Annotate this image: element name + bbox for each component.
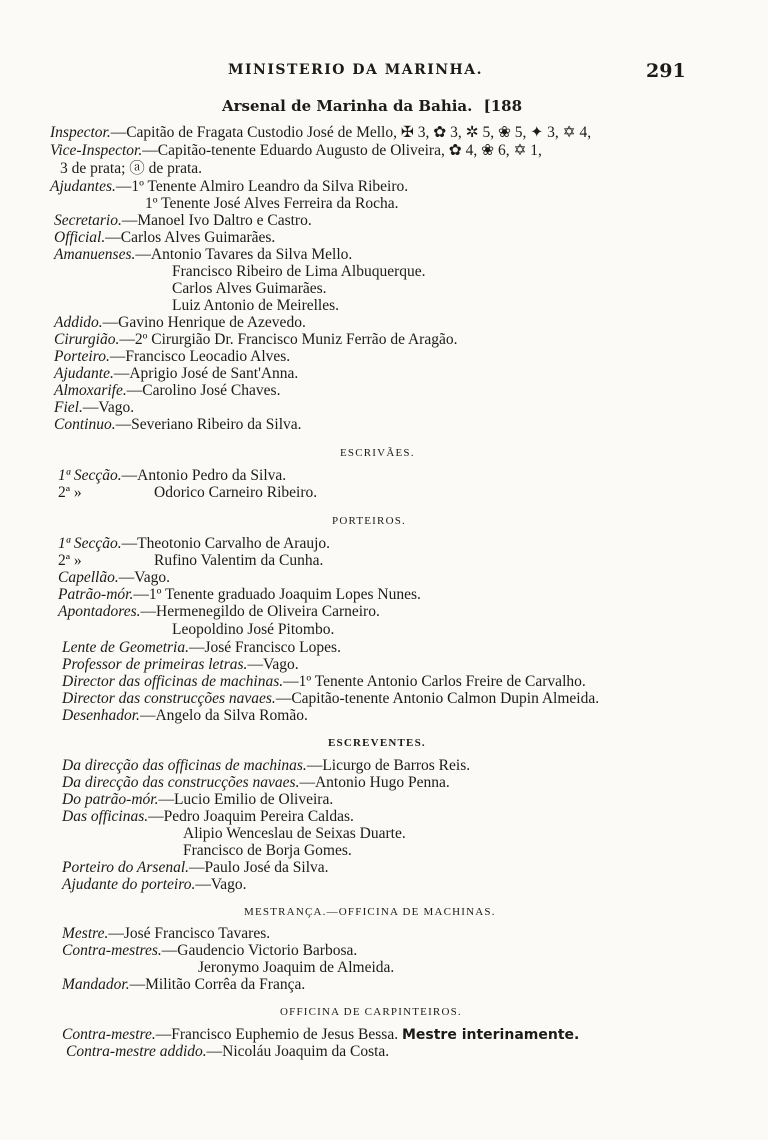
entry-line xyxy=(145,195,399,212)
entry-label: Porteiro do Arsenal. xyxy=(62,859,190,876)
entry-label: Continuo. xyxy=(54,416,116,433)
entry-line xyxy=(62,639,341,656)
entry-line xyxy=(183,825,406,842)
entry-text: —Licurgo de Barros Reis. xyxy=(306,757,471,774)
entry-line xyxy=(54,365,298,382)
section-heading: ESCRIVÃES. xyxy=(340,447,415,459)
entry-line xyxy=(54,314,306,331)
entry-line xyxy=(50,142,542,159)
entry-line xyxy=(54,416,302,433)
entry-label: Contra-mestres. xyxy=(62,942,162,959)
entry-text: Luiz Antonio de Meirelles. xyxy=(172,297,340,314)
entry-line xyxy=(58,467,286,484)
entry-line xyxy=(62,876,247,893)
entry-line xyxy=(172,280,327,297)
entry-label: Lente de Geometria. xyxy=(62,639,189,656)
entry-label: Do patrão-mór. xyxy=(62,791,159,808)
entry-line xyxy=(172,621,334,638)
entry-line xyxy=(183,842,352,859)
entry-label: Patrão-mór. xyxy=(58,586,134,603)
entry-label: Da direcção das officinas de machinas. xyxy=(62,757,307,774)
entry-line xyxy=(50,178,408,195)
section-subtitle xyxy=(222,97,522,115)
entry-line xyxy=(62,757,470,774)
entry-label: Mestre. xyxy=(62,925,109,942)
entry-label: 1ª Secção. xyxy=(58,467,122,484)
entry-text: —Francisco Euphemio de Jesus Bessa. xyxy=(155,1026,399,1043)
entry-line xyxy=(58,603,380,620)
entry-label: Director das officinas de machinas. xyxy=(62,673,284,690)
entry-label: Fiel. xyxy=(54,399,83,416)
entry-line xyxy=(58,552,323,569)
entry-label: 2ª » xyxy=(58,484,82,501)
entry-line xyxy=(54,348,290,365)
section-heading: OFFICINA DE CARPINTEIROS. xyxy=(280,1006,462,1018)
entry-line xyxy=(62,791,333,808)
entry-text: Francisco Ribeiro de Lima Albuquerque. xyxy=(172,263,426,280)
entry-text: —Aprigio José de Sant'Anna. xyxy=(113,365,299,382)
section-heading: ESCREVENTES. xyxy=(328,737,426,749)
entry-line xyxy=(172,263,426,280)
entry-line xyxy=(58,586,421,603)
entry-text: Rufino Valentim da Cunha. xyxy=(154,552,324,569)
entry-label: Secretario. xyxy=(54,212,122,229)
entry-label: Official. xyxy=(54,229,106,246)
entry-text: —1º Tenente Almiro Leandro da Silva Ribeiro. xyxy=(115,178,409,195)
entry-text: —Paulo José da Silva. xyxy=(189,859,329,876)
subtitle-text: Arsenal de Marinha da Bahia. xyxy=(222,97,473,115)
section-heading: PORTEIROS. xyxy=(332,515,406,527)
entry-text: —1º Tenente graduado Joaquim Lopes Nunes. xyxy=(133,586,421,603)
entry-label: Ajudantes. xyxy=(50,178,116,195)
entry-label: Vice-Inspector. xyxy=(50,142,143,159)
entry-text: —Antonio Tavares da Silva Mello. xyxy=(135,246,353,263)
entry-text: —Antonio Pedro da Silva. xyxy=(121,467,287,484)
entry-text: —Capitão-tenente Eduardo Augusto de Oliveira, ✿ 4, ❀ 6, ✡ 1, xyxy=(142,142,542,159)
entry-line xyxy=(54,382,280,399)
entry-line xyxy=(58,484,317,501)
entry-text: —Carolino José Chaves. xyxy=(126,382,281,399)
entry-text: Francisco de Borja Gomes. xyxy=(183,842,352,859)
entry-label: Contra-mestre. xyxy=(62,1026,156,1043)
entry-label: Mandador. xyxy=(62,976,130,993)
entry-line xyxy=(62,942,357,959)
entry-text: —Angelo da Silva Romão. xyxy=(139,707,308,724)
entry-label: 1ª Secção. xyxy=(58,535,122,552)
entry-text: 1º Tenente José Alves Ferreira da Rocha. xyxy=(145,195,399,212)
entry-label: Almoxarife. xyxy=(54,382,127,399)
entry-text: —Francisco Leocadio Alves. xyxy=(109,348,291,365)
entry-label: Desenhador. xyxy=(62,707,140,724)
entry-label: Cirurgião. xyxy=(54,331,120,348)
entry-line xyxy=(62,707,308,724)
entry-text: —Vago. xyxy=(195,876,247,893)
entry-line xyxy=(62,774,450,791)
entry-line xyxy=(62,976,305,993)
entry-text: —Militão Corrêa da França. xyxy=(129,976,306,993)
entry-text: Alipio Wenceslau de Seixas Duarte. xyxy=(183,825,406,842)
entry-text: —1º Tenente Antonio Carlos Freire de Carvalho. xyxy=(283,673,586,690)
entry-text: Carlos Alves Guimarães. xyxy=(172,280,327,297)
entry-line xyxy=(62,925,270,942)
entry-label: Amanuenses. xyxy=(54,246,136,263)
entry-text: —Gavino Henrique de Azevedo. xyxy=(102,314,306,331)
entry-text: —Vago. xyxy=(247,656,299,673)
entry-label: Porteiro. xyxy=(54,348,110,365)
entry-text: —José Francisco Lopes. xyxy=(188,639,341,656)
entry-line xyxy=(58,535,330,552)
entry-label: Das officinas. xyxy=(62,808,149,825)
entry-line xyxy=(62,859,329,876)
entry-text: —Capitão de Fragata Custodio José de Mello, ✠ 3, ✿ 3, ✲ 5, ❀ 5, ✦ 3, ✡ 4, xyxy=(110,124,592,141)
entry-line xyxy=(50,124,591,141)
entry-label: Inspector. xyxy=(50,124,111,141)
entry-text: —José Francisco Tavares. xyxy=(108,925,271,942)
entry-note: Mestre interinamente. xyxy=(401,1027,580,1043)
entry-line xyxy=(58,569,170,586)
entry-text: —Nicoláu Joaquim da Costa. xyxy=(206,1043,390,1060)
entry-line xyxy=(54,229,275,246)
entry-line xyxy=(60,160,202,177)
entry-label: Director das construcções navaes. xyxy=(62,690,276,707)
entry-text: —Vago. xyxy=(82,399,135,416)
entry-text: —2º Cirurgião Dr. Francisco Muniz Ferrão de Aragão. xyxy=(119,331,458,348)
entry-text: —Capitão-tenente Antonio Calmon Dupin Almeida. xyxy=(275,690,600,707)
page-header-title: MINISTERIO DA MARINHA. xyxy=(228,62,484,78)
entry-label: Professor de primeiras letras. xyxy=(62,656,248,673)
page-number: 291 xyxy=(646,60,686,82)
entry-text: —Theotonio Carvalho de Araujo. xyxy=(121,535,331,552)
entry-label: Capellão. xyxy=(58,569,119,586)
entry-line xyxy=(62,808,354,825)
entry-line xyxy=(198,959,394,976)
entry-line xyxy=(62,1026,579,1044)
section-heading: MESTRANÇA.—OFFICINA DE MACHINAS. xyxy=(244,906,496,918)
entry-line xyxy=(62,656,299,673)
entry-line xyxy=(54,331,457,348)
entry-text: —Carlos Alves Guimarães. xyxy=(105,229,276,246)
entry-text: —Lucio Emilio de Oliveira. xyxy=(158,791,334,808)
entry-label: Apontadores. xyxy=(58,603,141,620)
entry-text: —Gaudencio Victorio Barbosa. xyxy=(161,942,358,959)
entry-label: Da direcção das construcções navaes. xyxy=(62,774,300,791)
entry-text: —Severiano Ribeiro da Silva. xyxy=(115,416,302,433)
entry-line xyxy=(62,690,599,707)
entry-label: Ajudante do porteiro. xyxy=(62,876,196,893)
entry-text: —Vago. xyxy=(118,569,170,586)
entry-text: Leopoldino José Pitombo. xyxy=(172,621,335,638)
subtitle-year: [188 xyxy=(483,97,523,115)
entry-text: —Hermenegildo de Oliveira Carneiro. xyxy=(140,603,380,620)
entry-line xyxy=(54,212,312,229)
entry-line xyxy=(66,1043,389,1060)
entry-label: Contra-mestre addido. xyxy=(66,1043,207,1060)
entry-text: Jeronymo Joaquim de Almeida. xyxy=(198,959,395,976)
entry-label: 2ª » xyxy=(58,552,82,569)
entry-label: Ajudante. xyxy=(54,365,114,382)
entry-line xyxy=(172,297,339,314)
entry-text: Odorico Carneiro Ribeiro. xyxy=(154,484,318,501)
entry-text: 3 de prata; ⓐ de prata. xyxy=(60,160,203,177)
entry-label: Addido. xyxy=(54,314,103,331)
entry-text: —Pedro Joaquim Pereira Caldas. xyxy=(148,808,354,825)
entry-line xyxy=(54,399,134,416)
entry-text: —Manoel Ivo Daltro e Castro. xyxy=(121,212,312,229)
entry-line xyxy=(62,673,586,690)
entry-text: —Antonio Hugo Penna. xyxy=(299,774,450,791)
entry-line xyxy=(54,246,352,263)
